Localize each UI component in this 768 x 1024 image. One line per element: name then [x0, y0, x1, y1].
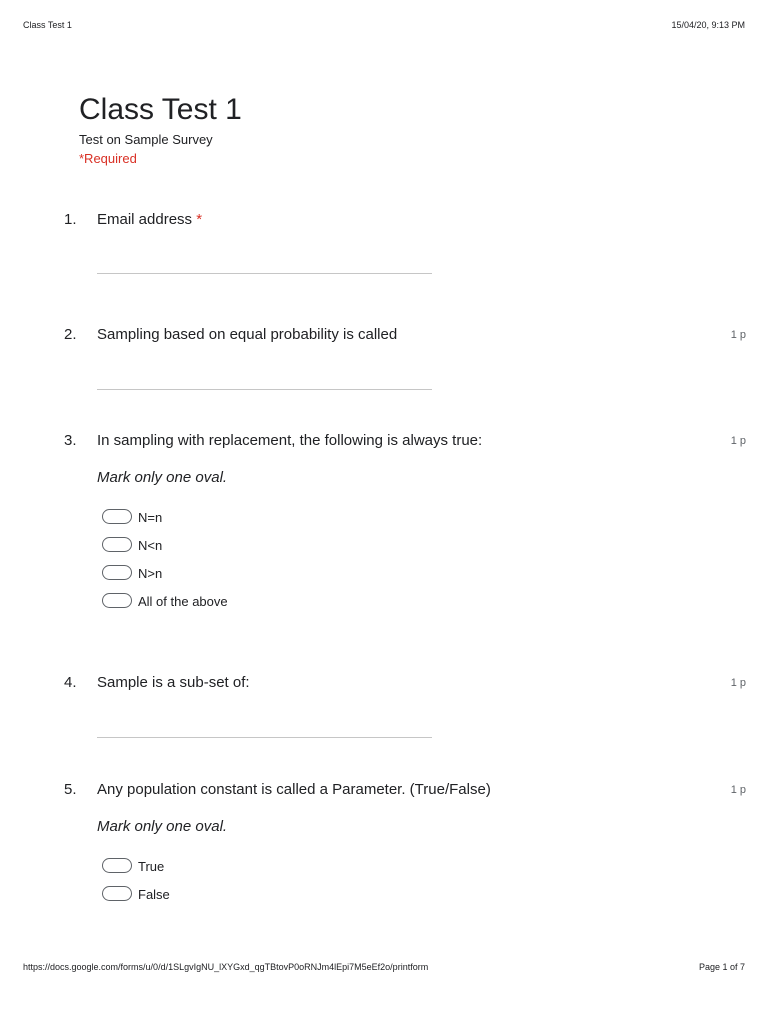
print-header-datetime: 15/04/20, 9:13 PM	[671, 20, 745, 30]
question-number: 4.	[64, 674, 77, 691]
email-answer-field[interactable]	[97, 273, 432, 274]
question-title: Sampling based on equal probability is called	[97, 326, 398, 343]
print-footer-url: https://docs.google.com/forms/u/0/d/1SLgvIgNU_lXYGxd_qgTBtovP0oRNJm4lEpi7M5eEf2o/printform	[23, 962, 429, 972]
oval-radio-icon[interactable]	[102, 537, 132, 552]
oval-radio-icon[interactable]	[102, 886, 132, 901]
oval-radio-icon[interactable]	[102, 593, 132, 608]
question-title: Any population constant is called a Parameter. (True/False)	[97, 781, 491, 798]
question-number: 2.	[64, 326, 77, 343]
question-number: 5.	[64, 781, 77, 798]
question-hint: Mark only one oval.	[97, 469, 228, 486]
question-points: 1 p	[730, 784, 746, 796]
short-answer-field[interactable]	[97, 389, 432, 390]
option-label: All of the above	[138, 594, 228, 609]
question-points: 1 p	[730, 329, 746, 341]
question-title: Sample is a sub-set of:	[97, 674, 250, 691]
required-note: *Required	[79, 151, 137, 166]
print-footer	[23, 962, 745, 976]
form-title: Class Test 1	[79, 93, 242, 126]
question-title-text: Email address	[97, 211, 193, 228]
option-label: N>n	[138, 566, 163, 581]
option-label: N<n	[138, 538, 163, 553]
question-title: In sampling with replacement, the following is always true:	[97, 432, 483, 449]
short-answer-field[interactable]	[97, 737, 432, 738]
oval-radio-icon[interactable]	[102, 858, 132, 873]
option-label: False	[138, 887, 170, 902]
question-number: 1.	[64, 211, 77, 228]
oval-radio-icon[interactable]	[102, 565, 132, 580]
print-header	[23, 20, 745, 34]
print-header-title: Class Test 1	[23, 20, 72, 30]
required-asterisk: *	[196, 211, 203, 228]
question-hint: Mark only one oval.	[97, 818, 228, 835]
oval-radio-icon[interactable]	[102, 509, 132, 524]
question-points: 1 p	[730, 435, 746, 447]
form-description: Test on Sample Survey	[79, 132, 213, 147]
question-title	[97, 211, 202, 228]
question-points: 1 p	[730, 677, 746, 689]
option-label: True	[138, 859, 165, 874]
option-label: N=n	[138, 510, 163, 525]
print-footer-page: Page 1 of 7	[698, 962, 745, 972]
question-number: 3.	[64, 432, 77, 449]
